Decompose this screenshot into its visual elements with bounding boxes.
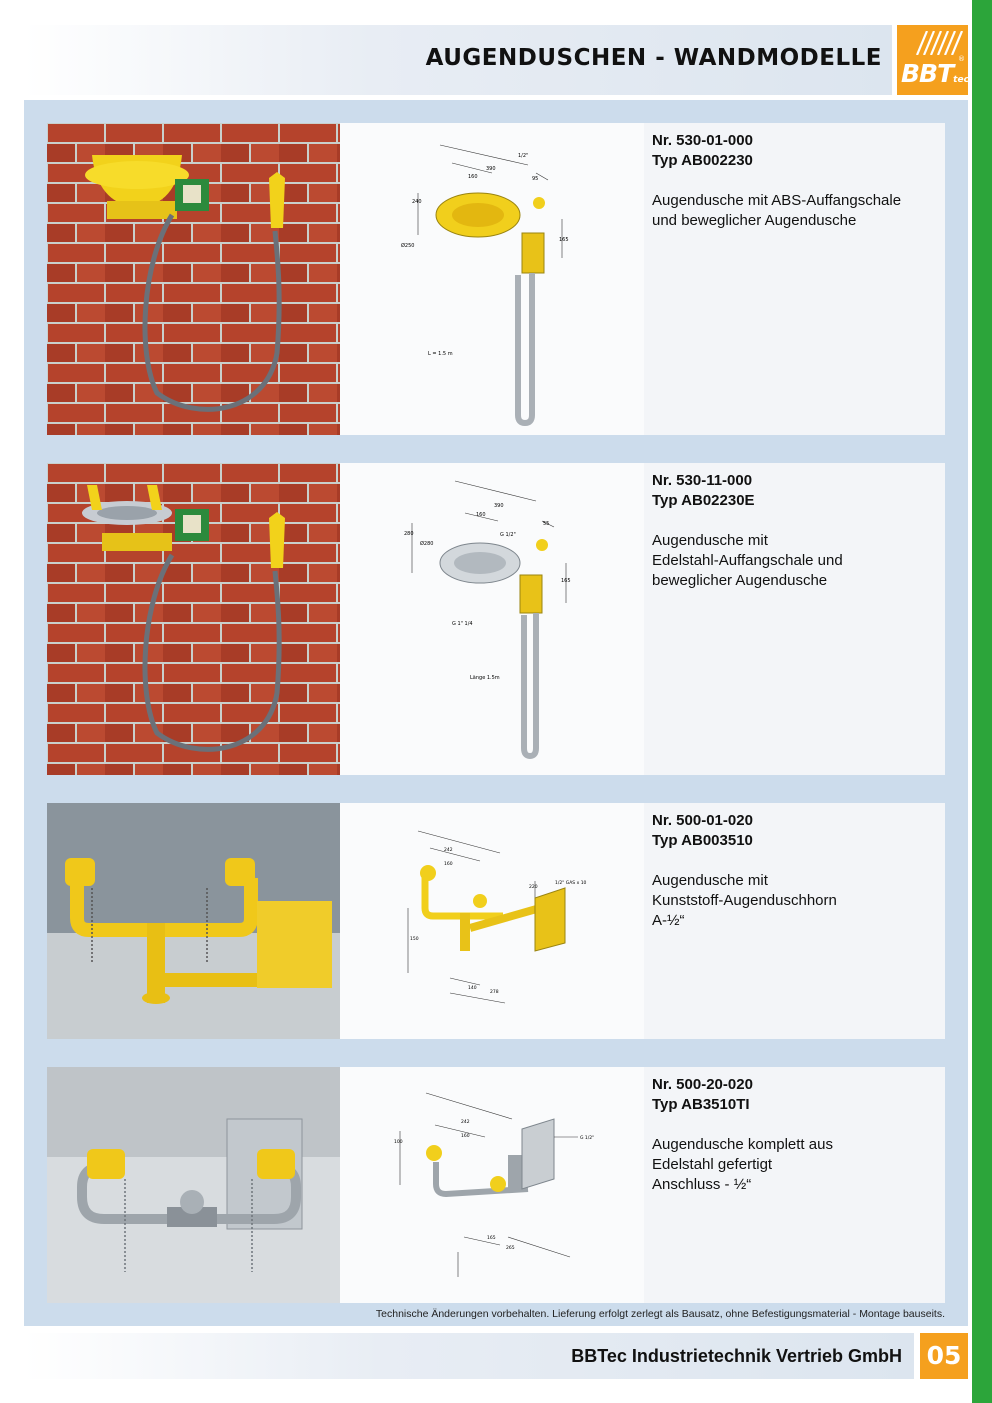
logo-registered: ® <box>958 55 965 63</box>
description-line: Edelstahl-Auffangschale und <box>652 552 843 569</box>
dim-label: 265 <box>506 1246 515 1251</box>
product-info <box>652 471 937 591</box>
dim-label: 95 <box>532 176 539 182</box>
dim-label: 160 <box>476 512 486 518</box>
page-number: 05 <box>920 1333 968 1379</box>
dim-label: 242 <box>461 1120 470 1125</box>
description-line: Edelstahl gefertigt <box>652 1156 773 1173</box>
product-description <box>652 871 937 931</box>
dim-label: 55 <box>543 521 550 527</box>
dim-label: G 1/2" <box>500 532 516 538</box>
dim-label: 278 <box>490 990 499 995</box>
dim-label: Länge 1.5m <box>470 675 500 681</box>
description-line: Kunststoff-Augenduschhorn <box>652 892 837 909</box>
dim-label: 390 <box>486 166 496 172</box>
description-line: beweglicher Augendusche <box>652 572 828 589</box>
product-row <box>47 123 945 435</box>
page-footer <box>24 1333 914 1379</box>
description-line: Augendusche mit ABS-Auffangschale <box>652 192 902 209</box>
dim-label: 242 <box>444 848 453 853</box>
description-line: und beweglicher Augendusche <box>652 212 857 229</box>
product-row <box>47 1067 945 1303</box>
bbt-logo <box>897 25 968 95</box>
product-number: Nr. 500-01-020 <box>652 812 753 829</box>
technical-drawing <box>340 123 644 435</box>
dim-label: 220 <box>529 885 538 890</box>
product-row <box>47 803 945 1039</box>
logo-wordmark <box>901 59 969 88</box>
dim-label: 160 <box>461 1134 470 1139</box>
dim-label: 390 <box>494 503 504 509</box>
product-panel <box>24 100 968 1326</box>
dim-label: 1/2" <box>518 153 529 159</box>
dim-label: 165 <box>487 1236 496 1241</box>
dim-label: 165 <box>561 578 571 584</box>
description-line: A-½“ <box>652 912 685 929</box>
dim-label: 1/2" GAS x 10 <box>555 881 587 886</box>
dim-label: 165 <box>559 237 569 243</box>
dim-label: G 1" 1/4 <box>452 621 473 627</box>
dim-label: L = 1.5 m <box>428 351 453 357</box>
technical-drawing <box>340 1067 644 1303</box>
dim-label: 140 <box>468 986 477 991</box>
technical-drawing <box>340 803 644 1039</box>
dim-label: 160 <box>444 862 453 867</box>
company-name: BBTec Industrietechnik Vertrieb GmbH <box>571 1346 902 1366</box>
product-type: Typ AB002230 <box>652 152 753 169</box>
dim-label: 280 <box>404 531 414 537</box>
product-number: Nr. 530-11-000 <box>652 472 753 489</box>
page-header <box>24 25 892 95</box>
page-title: AUGENDUSCHEN - WANDMODELLE <box>425 45 882 71</box>
product-description <box>652 1135 937 1195</box>
description-line: Augendusche komplett aus <box>652 1136 833 1153</box>
logo-stripes-icon <box>915 31 963 55</box>
product-number: Nr. 500-20-020 <box>652 1076 753 1093</box>
logo-suffix: tec <box>953 75 969 85</box>
dim-label: 160 <box>468 174 478 180</box>
product-number: Nr. 530-01-000 <box>652 132 753 149</box>
dim-label: 100 <box>394 1140 403 1145</box>
disclaimer-note: Technische Änderungen vorbehalten. Lieferung erfolgt zerlegt als Bausatz, ohne Befestigungsmaterial - Montage bauseits. <box>375 1308 945 1320</box>
product-info <box>652 1075 937 1195</box>
product-info <box>652 131 937 231</box>
product-photo <box>47 1067 340 1303</box>
dim-label: Ø250 <box>401 243 415 249</box>
dim-label: Ø280 <box>420 541 434 547</box>
product-photo <box>47 803 340 1039</box>
product-description <box>652 191 937 231</box>
product-photo <box>47 123 340 435</box>
product-type: Typ AB02230E <box>652 492 755 509</box>
product-description <box>652 531 937 591</box>
technical-drawing <box>340 463 644 775</box>
product-type: Typ AB3510TI <box>652 1096 750 1113</box>
description-line: Anschluss - ½“ <box>652 1176 752 1193</box>
product-photo <box>47 463 340 775</box>
dim-label: G 1/2" <box>580 1136 595 1141</box>
product-info <box>652 811 937 931</box>
product-row <box>47 463 945 775</box>
description-line: Augendusche mit <box>652 532 768 549</box>
dim-label: 150 <box>410 937 419 942</box>
product-type: Typ AB003510 <box>652 832 753 849</box>
green-side-bar <box>972 0 992 1403</box>
dim-label: 240 <box>412 199 422 205</box>
description-line: Augendusche mit <box>652 872 768 889</box>
logo-text: BBT <box>901 59 954 88</box>
